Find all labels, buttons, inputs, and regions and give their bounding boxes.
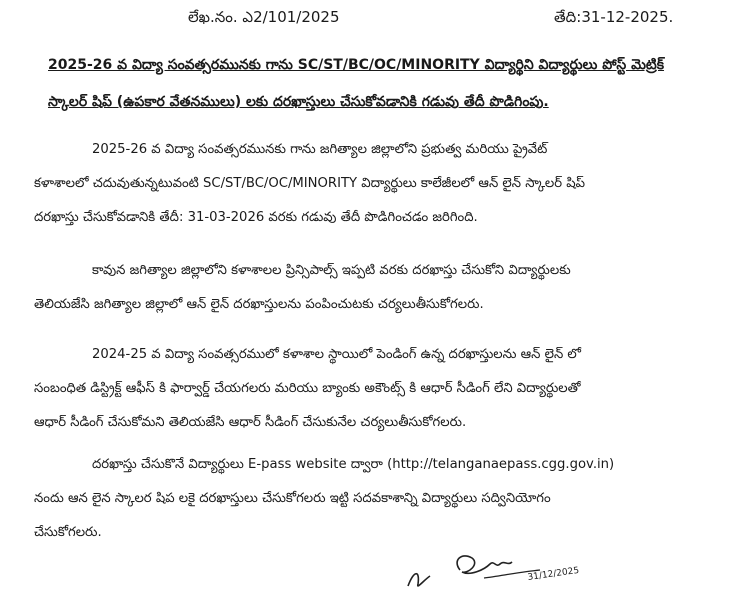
paragraph-3 xyxy=(34,338,694,440)
handwritten-signature xyxy=(400,540,600,591)
paragraph-4 xyxy=(34,448,694,550)
paragraph-2 xyxy=(34,254,694,322)
paragraph-1-line: దరఖాస్తు చేసుకోవడానికి తేదీ: 31-03-2026 వరకు గడువు తేదీ పొడిగించడం జరిగింది. xyxy=(34,210,478,225)
paragraph-3-line: ఆధార్ సీడింగ్ చేసుకోమని తెలియజేసి ఆధార్ సీడింగ్ చేసుకునేల చర్యలుతీసుకోగలరు. xyxy=(34,415,467,430)
svg-text:31/12/2025: 31/12/2025 xyxy=(527,565,580,583)
paragraph-3-line: సంబంధిత డిస్ట్రిక్ట్ ఆఫీస్ కి ఫార్వార్డ్ చేయగలరు మరియు బ్యాంకు అకౌంట్స్ కి ఆధార్ సీడింగ్ లేని విద్యార్థులతో xyxy=(34,381,581,396)
paragraph-1-line: కళాశాలలో చదువుతున్నటువంటి SC/ST/BC/OC/MINORITY విద్యార్థులు కాలేజీలలో ఆన్ లైన్ స్కాలర్ షిప్ xyxy=(34,176,586,191)
paragraph-4-line: దరఖాస్తు చేసుకొనే విద్యార్థులు E-pass website ద్వారా (http://telanganaepass.cgg.gov.in) xyxy=(92,457,615,472)
subject-line-2: స్కాలర్ షిప్ (ఉపకార వేతనములు) లకు దరఖాస్తులు చేసుకోవడానికి గడువు తేదీ పొడిగింపు. xyxy=(48,94,549,110)
paragraph-4-line: నందు ఆన లైన స్కాలర షిప లకై దరఖాస్తులు చేసుకోగలరు ఇట్టి సదవకాశాన్ని విద్యార్థులు సద్వినియోగం xyxy=(34,491,551,506)
letter-date: తేది:31-12-2025. xyxy=(554,8,674,26)
paragraph-3-line: 2024-25 వ విద్యా సంవత్సరములో కళాశాల స్థాయిలో పెండింగ్ ఉన్న దరఖాస్తులను ఆన్ లైన్ లో xyxy=(92,347,581,362)
paragraph-2-line: కావున జగిత్యాల జిల్లాలోని కళాశాలల ప్రిన్సిపాల్స్ ఇప్పటి వరకు దరఖాస్తు చేసుకోని విద్యార్థులకు xyxy=(92,263,571,278)
paragraph-4-line: చేసుకోగలరు. xyxy=(34,525,102,540)
subject-line-1: 2025-26 వ విద్యా సంవత్సరమునకు గాను SC/ST/BC/OC/MINORITY విద్యార్థిని విద్యార్థులు పోస్ట్ మెట్రిక్ xyxy=(48,57,665,73)
paragraph-1 xyxy=(34,133,694,235)
paragraph-1-line: 2025-26 వ విద్యా సంవత్సరమునకు గాను జగిత్యాల జిల్లాలోని ప్రభుత్వ మరియు ప్రైవేట్ xyxy=(92,142,548,157)
paragraph-2-line: తెలియజేసి జగిత్యాల జిల్లాలో ఆన్ లైన్ దరఖాస్తులను పంపించుటకు చర్యలుతీసుకోగలరు. xyxy=(34,297,484,312)
reference-number: లేఖ.నం. ఎ2/101/2025 xyxy=(188,8,340,26)
